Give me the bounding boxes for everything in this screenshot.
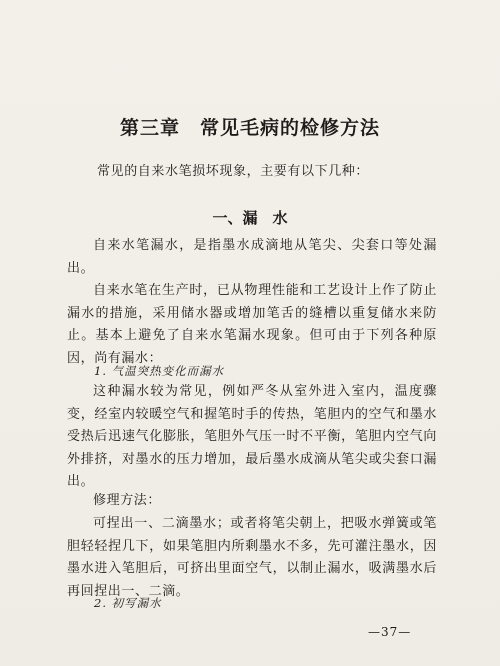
page-number: —37—	[368, 625, 412, 639]
paragraph-leak-definition: 自来水笔漏水，是指墨水成滴地从笔尖、尖套口等处漏出。	[67, 238, 437, 276]
section-heading: 一、漏 水	[212, 209, 288, 227]
paragraph-temperature-leak: 这种漏水较为常见，例如严冬从室外进入室内，温度骤变，经室内较暖空气和握笔时手的传热，笔胆内的空气和墨水受热后迅速气化膨胀，笔胆外气压一时不平衡，笔胆内空气向外排挤，对墨水的压力增加，最后墨水成滴从笔尖或尖套口漏出。	[67, 384, 437, 489]
repair-method-label: 修理方法：	[93, 493, 162, 508]
paragraph-repair-method: 可捏出一、二滴墨水；或者将笔尖朝上，把吸水弹簧或笔胆轻轻捏几下，如果笔胆内所剩墨水不多，先可灌注墨水，因墨水进入笔胆后，可挤出里面空气，以制止漏水，吸满墨水后再回捏出一、二滴。	[67, 516, 437, 599]
item-temperature-leak-label: 1. 气温突热变化而漏水	[94, 364, 225, 378]
item-initial-writing-leak-label: 2. 初写漏水	[94, 596, 162, 610]
chapter-intro: 常见的自来水笔损坏现象，主要有以下几种：	[97, 164, 370, 179]
paragraph-leak-prevention: 自来水笔在生产时，已从物理性能和工艺设计上作了防止漏水的措施，采用储水器或增加笔舌的缝槽以重复储水来防止。基本上避免了自来水笔漏水现象。但可由于下列各种原因，尚有漏水：	[67, 283, 437, 366]
chapter-title: 第三章 常见毛病的检修方法	[119, 117, 380, 139]
